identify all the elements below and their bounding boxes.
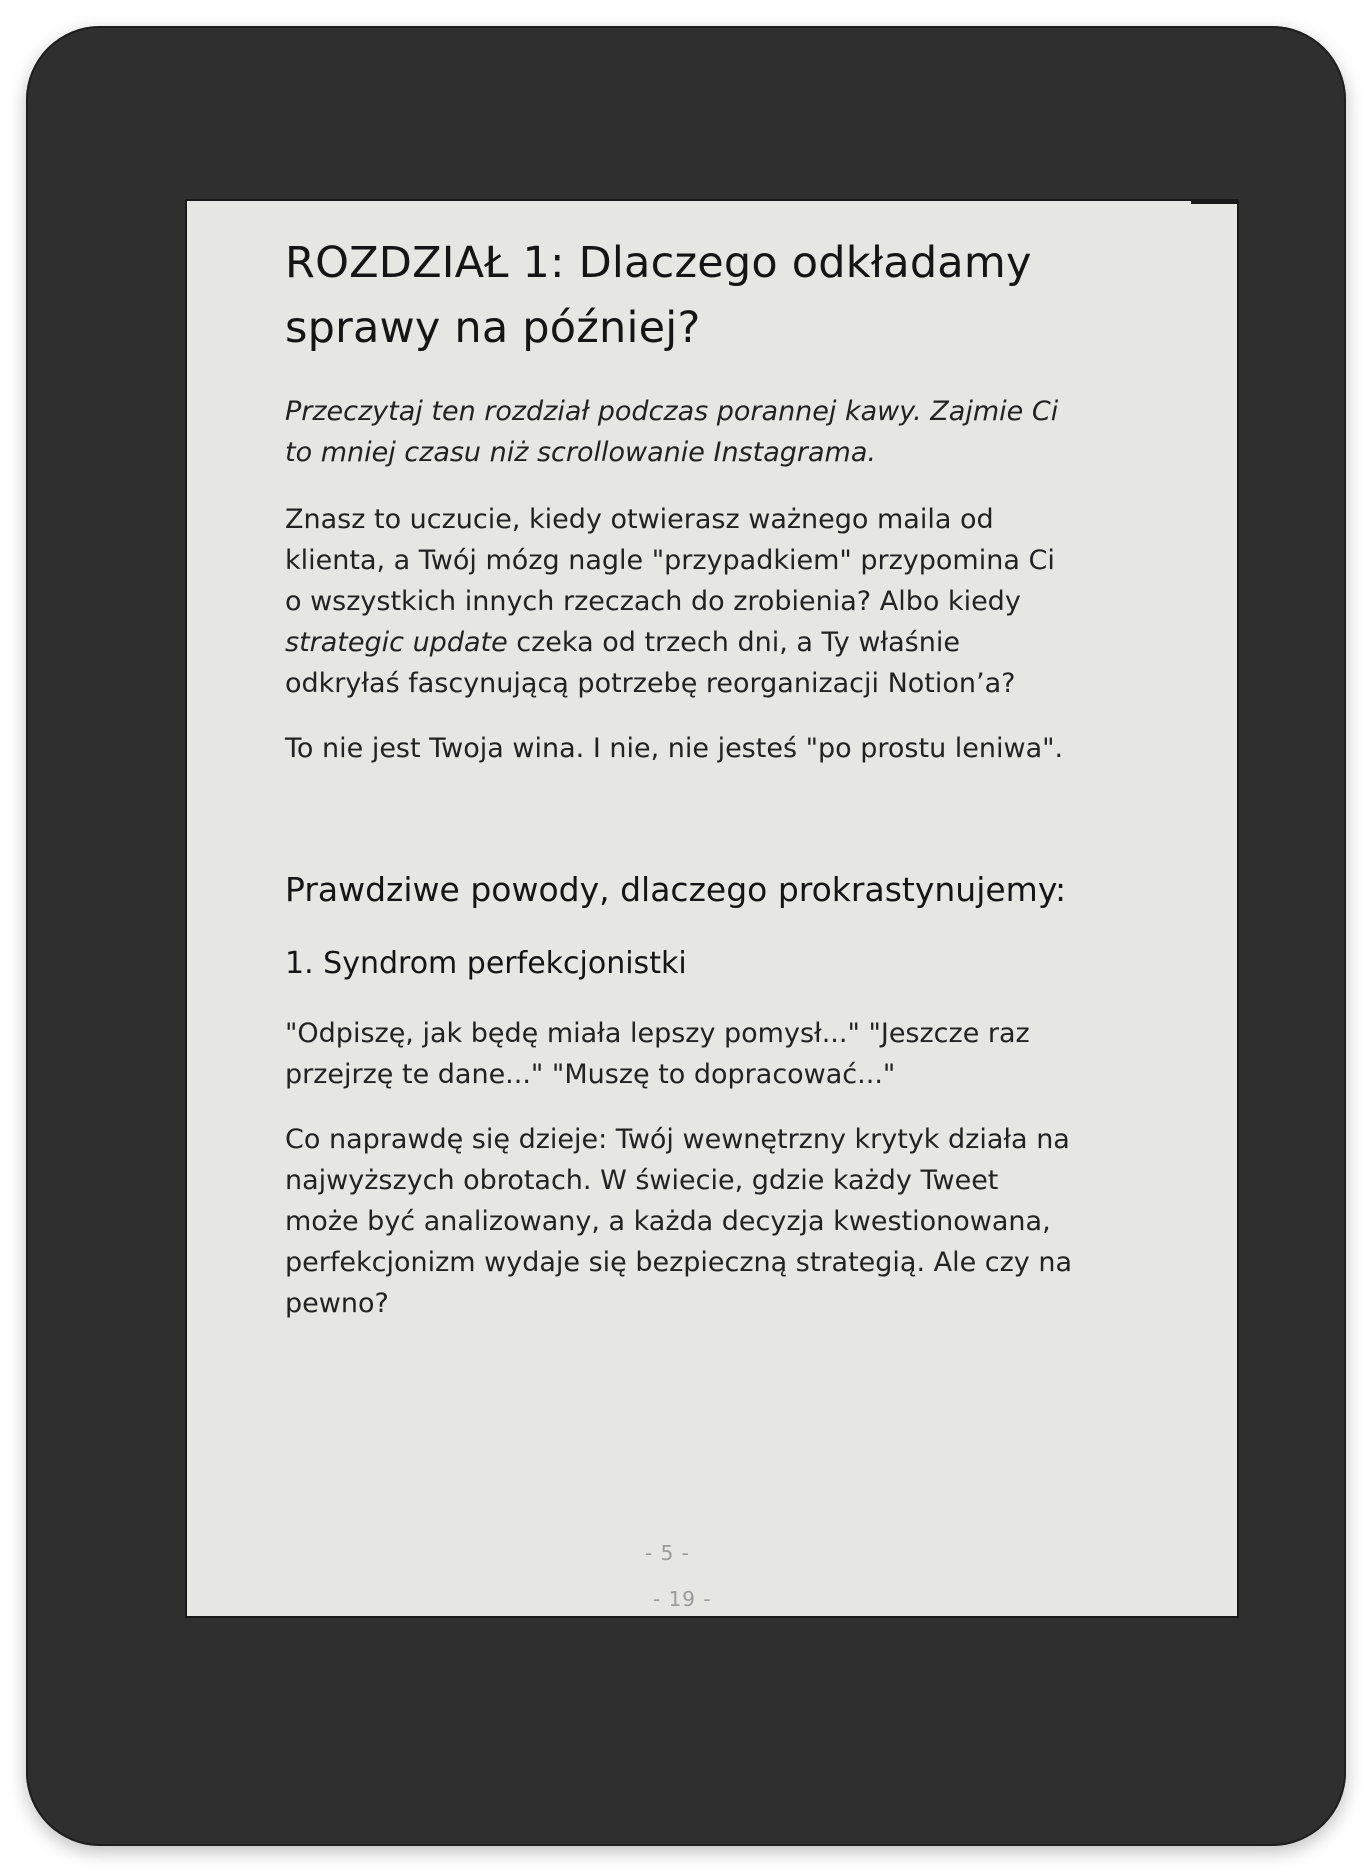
screen-corner-edge — [1191, 201, 1237, 204]
section-paragraph-2: Co naprawdę się dzieje: Twój wewnętrzny krytyk działa na najwyższych obrotach. W świecie, gdzie każdy Tweet może być analizowany, a każda decyzja kwestionowana, perfekcjonizm wydaje się bezpieczną strategią. Ale czy na pewno? — [285, 1124, 1073, 1319]
page-number-current: - 5 - — [645, 1541, 690, 1565]
paragraph-text-start: Znasz to uczucie, kiedy otwierasz ważnego maila od klienta, a Twój mózg nagle "przypadkiem" przypomina Ci o wszystkich innych rzeczach do zrobienia? Albo kiedy — [285, 504, 1055, 617]
paragraph-text-end: czeka od trzech dni, a Ty właśnie odkryłaś fascynującą potrzebę reorganizacji Notion’a? — [285, 627, 1016, 699]
section-paragraph-1: "Odpiszę, jak będę miała lepszy pomysł..." "Jeszcze raz przejrzę te dane..." "Muszę to dopracować..." — [285, 1018, 1030, 1090]
chapter-intro: Przeczytaj ten rozdział podczas porannej kawy. Zajmie Ci to mniej czasu niż scrollowanie Instagrama. — [285, 396, 1059, 468]
page-content — [285, 231, 1075, 1348]
page-number-total: - 19 - — [653, 1587, 712, 1611]
chapter-paragraph-1 — [285, 499, 1075, 704]
ereader-screen[interactable] — [187, 201, 1237, 1616]
chapter-title: ROZDZIAŁ 1: Dlaczego odkładamy sprawy na później? — [285, 238, 1032, 353]
section-title: Prawdziwe powody, dlaczego prokrastynujemy: — [285, 870, 1067, 909]
paragraph-emphasis: strategic update — [285, 627, 508, 658]
subsection-title: 1. Syndrom perfekcjonistki — [285, 946, 687, 981]
chapter-paragraph-2: To nie jest Twoja wina. I nie, nie jesteś "po prostu leniwa". — [285, 733, 1064, 764]
ereader-device — [26, 26, 1346, 1846]
